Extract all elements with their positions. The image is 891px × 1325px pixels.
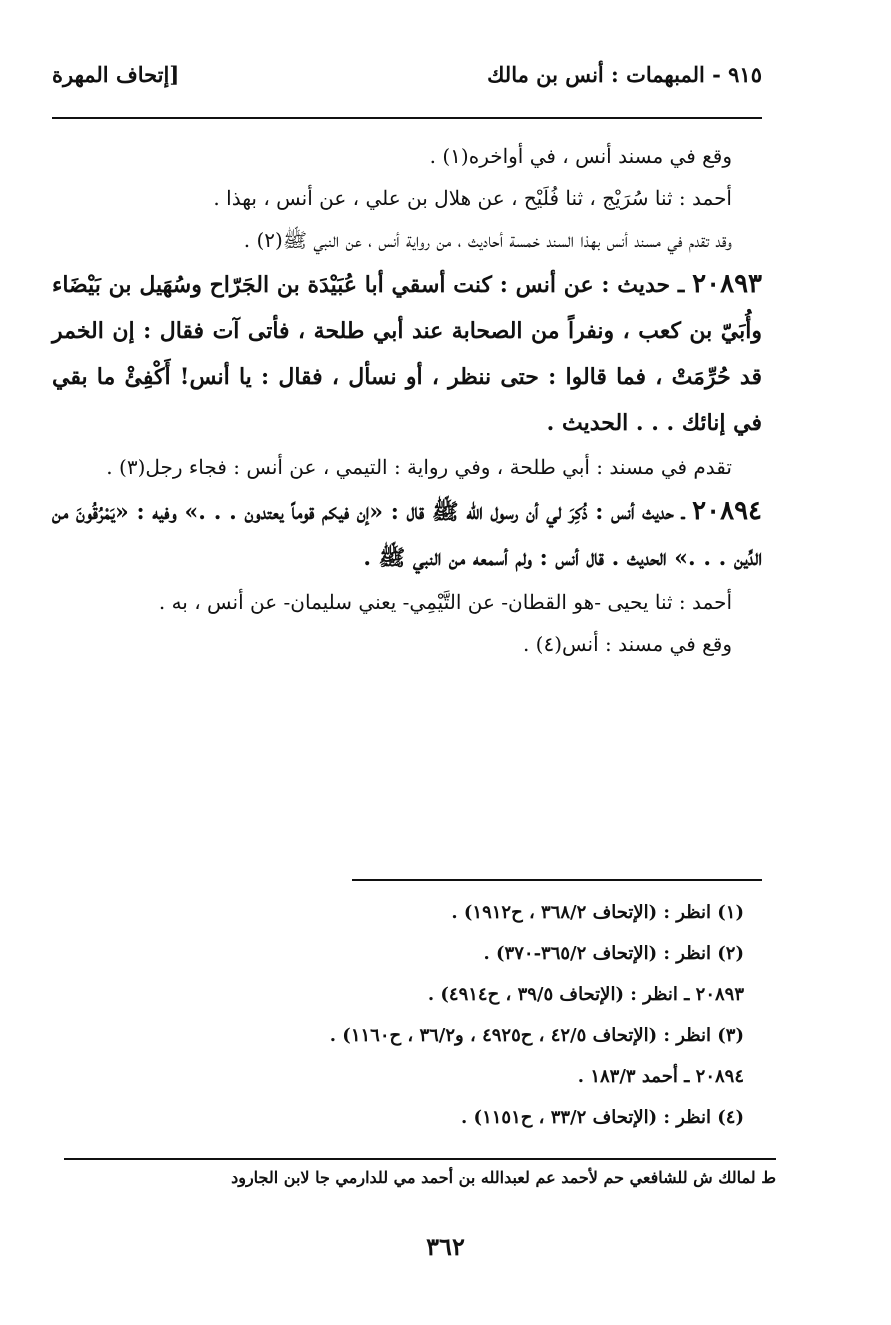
hadith-number: ٢٠٨٩٤ xyxy=(692,496,762,526)
footnote-rule xyxy=(352,879,762,881)
main-text xyxy=(52,135,762,665)
paragraph-2: أحمد : ثنا سُرَيْج ، ثنا فُلَيْح ، عن هلال بن علي ، عن أنس ، بهذا . xyxy=(213,186,732,210)
hadith-20893 xyxy=(52,261,762,446)
section-title: ٩١٥ - المبهمات : أنس بن مالك xyxy=(487,62,762,87)
abbreviations-key: ط لمالك ش للشافعي حم لأحمد عم لعبدالله بن أحمد مي للدارمي جا لابن الجارود xyxy=(231,1168,776,1187)
hadith-20894 xyxy=(52,488,762,581)
footnotes xyxy=(52,892,762,1138)
hadith-20894-note: وقع في مسند : أنس(٤) . xyxy=(522,632,732,656)
hadith-20893-note: تقدم في مسند : أبي طلحة ، وفي رواية : التيمي ، عن أنس : فجاء رجل(٣) . xyxy=(106,455,732,479)
footnote: (٢) انظر : (الإتحاف ٣٦٥/٢-٣٧٠) . xyxy=(483,943,744,964)
abbreviations-rule xyxy=(64,1158,776,1160)
hadith-text: ـ حديث أنس : ذُكِرَ لي أن رسول الله ﷺ قال : «إن فيكم قوماً يعتدون . . .» وفيه : «يَمْرُقُونَ من الدِّين . . .» الحديث . قال أنس : ولم أسمعه من النبي ﷺ . xyxy=(52,499,762,571)
footnote: (١) انظر : (الإتحاف ٣٦٨/٢ ، ح١٩١٢) . xyxy=(451,902,744,923)
footnote: (٣) انظر : (الإتحاف ٤٢/٥ ، ح٤٩٢٥ ، و٣٦/٢ ، ح١١٦٠) . xyxy=(329,1025,744,1046)
footnote: ٢٠٨٩٣ ـ انظر : (الإتحاف ٣٩/٥ ، ح٤٩١٤) . xyxy=(427,984,744,1005)
paragraph-1: وقع في مسند أنس ، في أواخره(١) . xyxy=(429,144,732,168)
footnote: (٤) انظر : (الإتحاف ٣٣/٢ ، ح١١٥١) . xyxy=(461,1107,744,1128)
hadith-20894-isnad: أحمد : ثنا يحيى -هو القطان- عن التَّيْمِي- يعني سليمان- عن أنس ، به . xyxy=(158,590,732,614)
hadith-text: ـ حديث : عن أنس : كنت أسقي أبا عُبَيْدَة بن الجَرّاح وسُهَيل بن بَيْضَاء وأُبَيّ بن كعب ، ونفراً من الصحابة عند أبي طلحة ، فأتى آت فقال : إن الخمر قد حُرِّمَتْ ، فما قالوا : حتى ننظر ، أو نسأل ، فقال : يا أنس! أَكْفِئْ ما بقي في إنائك . . . الحديث . xyxy=(52,272,762,436)
paragraph-3: وقد تقدم في مسند أنس بهذا السند خمسة أحاديث ، من رواية أنس ، عن النبي ﷺ(٢) . xyxy=(243,228,732,252)
page-number: ٣٦٢ xyxy=(426,1232,465,1261)
hadith-number: ٢٠٨٩٣ xyxy=(692,269,762,299)
book-title: [إتحاف المهرة xyxy=(52,62,180,87)
running-header xyxy=(52,62,762,102)
footnote: ٢٠٨٩٤ ـ أحمد ١٨٣/٣ . xyxy=(577,1066,744,1087)
header-rule xyxy=(52,117,762,119)
